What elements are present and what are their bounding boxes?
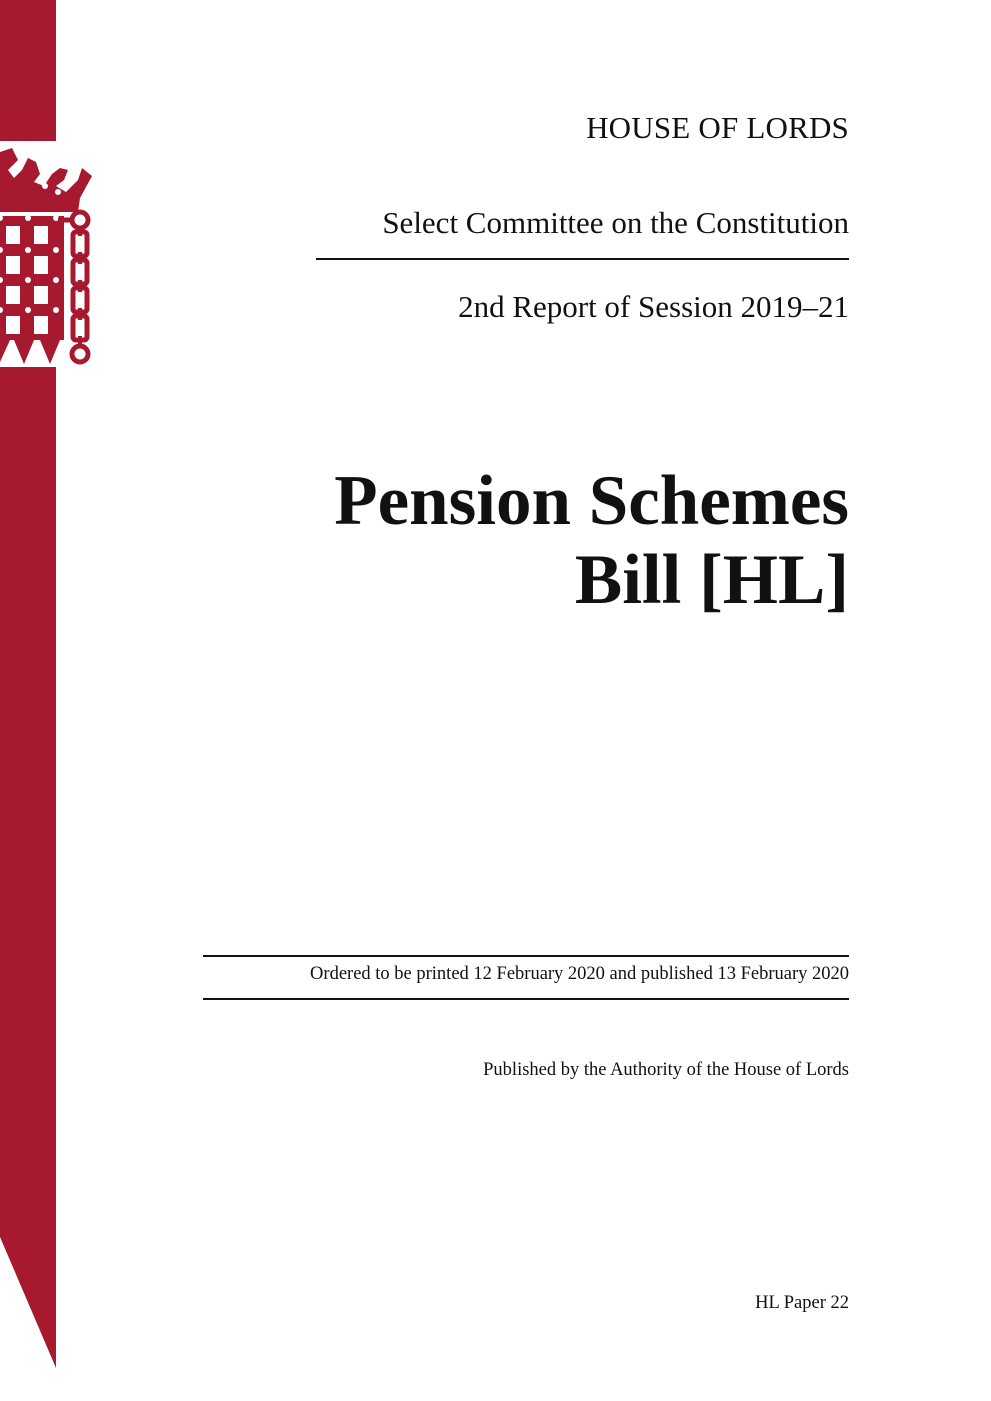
title-line-1: Pension Schemes xyxy=(334,462,849,540)
title-line-2: Bill [HL] xyxy=(574,541,849,619)
paper-number: HL Paper 22 xyxy=(755,1293,849,1313)
portcullis-crown-icon xyxy=(0,140,100,375)
committee-name: Select Committee on the Constitution xyxy=(382,205,849,240)
divider xyxy=(203,998,849,1000)
divider xyxy=(203,955,849,957)
ordered-printed-line: Ordered to be printed 12 February 2020 and published 13 February 2020 xyxy=(310,964,849,984)
document-title xyxy=(334,462,849,620)
publisher-line: Published by the Authority of the House of Lords xyxy=(483,1060,849,1080)
divider xyxy=(316,258,849,260)
report-session: 2nd Report of Session 2019–21 xyxy=(458,289,849,324)
institution-name: HOUSE OF LORDS xyxy=(586,110,849,145)
